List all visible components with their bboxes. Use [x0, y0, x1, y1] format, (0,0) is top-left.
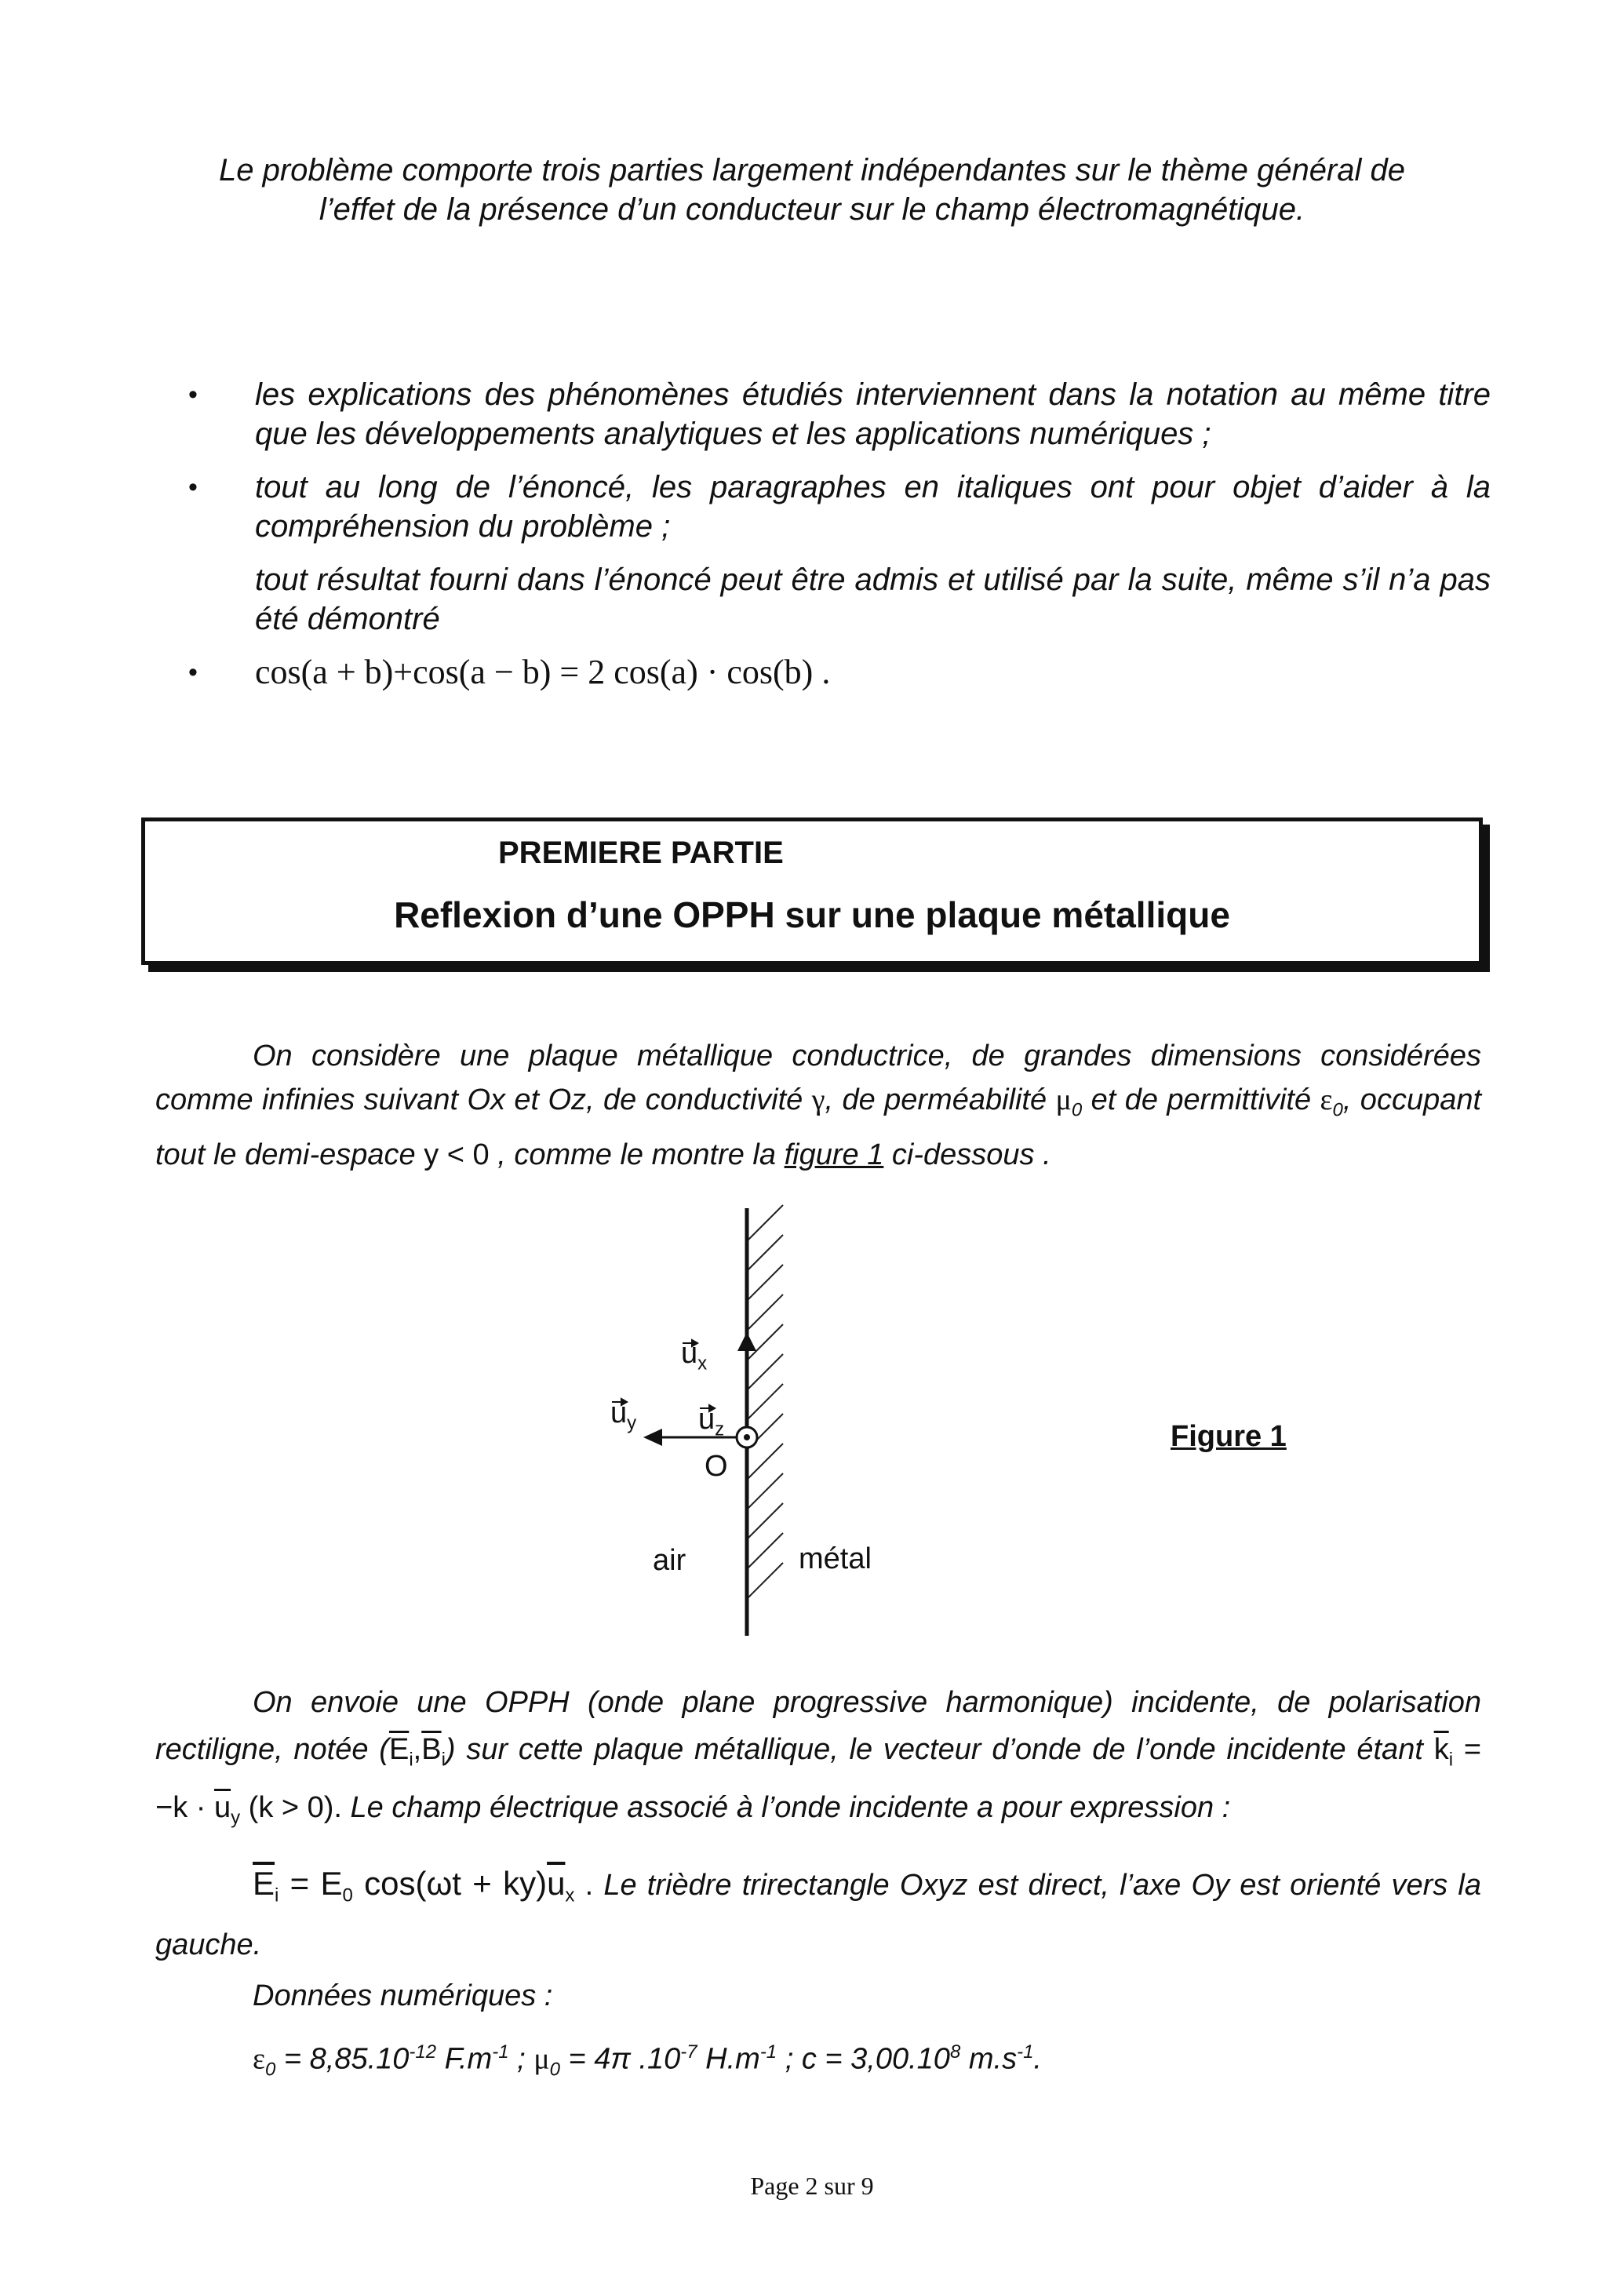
intro-text: [141, 151, 1483, 229]
uy-arrow-icon: [643, 1429, 662, 1446]
paragraph-plate: On considère une plaque métallique conductrice, de grandes dimensions considérées comme infinies suivant Ox et Oz, de conductivité γ, de perméabilité $\mu_0$ et de permittivité $\varepsilon_0$, occupant tout le demi-espace y < 0 , comme le montre la figure 1 ci-dessous .: [155, 1040, 1482, 1171]
ux-arrow-icon: [737, 1332, 756, 1351]
bullet-icon: •: [188, 380, 198, 410]
bullet-icon: •: [188, 657, 198, 687]
ux-label: $u_x$: [681, 1337, 708, 1375]
paragraph-field-expression: $\overline{E}_i = E_0$ $\cos(\omega t + ky)\overline{u}_x$ . Le trièdre trirectangle Oxyz est direct, l’axe Oy est orienté vers la gauche.: [155, 1865, 1481, 1961]
uz-label: $u_z$: [698, 1403, 725, 1440]
air-label: air: [653, 1544, 686, 1577]
page-number: Page 2 sur 9: [750, 2172, 874, 2200]
numerical-data-heading: Données numériques :: [253, 1979, 553, 2012]
part-title-box: [141, 817, 1483, 965]
part-subtitle: Reflexion d’une OPPH sur une plaque métallique: [394, 894, 1230, 935]
intro-line-1: Le problème comporte trois parties largement indépendantes sur le thème général de: [219, 153, 1405, 188]
figure-caption: Figure 1: [1171, 1420, 1287, 1453]
list-item: • les explications des phénomènes étudiés interviennent dans la notation au même titre que les développements analytiques et les applications numériques ;: [157, 375, 1491, 453]
intro-line-2: l’effet de la présence d’un conducteur sur le champ électromagnétique.: [319, 192, 1305, 227]
trig-formula: cos(a + b)+cos(a − b) = 2 cos(a) · cos(b) .: [255, 653, 831, 691]
list-item: tout résultat fourni dans l’énoncé peut être admis et utilisé par la suite, même s’il n’a pas été démontré: [255, 563, 1491, 636]
numerical-data-values: $\varepsilon_0 = 8,85.10^{-12}$ $F.m^{-1}$ ; $\mu_0 = 4\pi$ $.10^{-7}$ $H.m^{-1}$ ; $c = 3,00.10^8$ $m.s^{-1}$.: [253, 2041, 1042, 2081]
list-item: [157, 653, 1491, 693]
bullet-icon: •: [188, 472, 198, 502]
figure-link[interactable]: figure 1: [784, 1138, 884, 1171]
paragraph-incident-wave: On envoie une OPPH (onde plane progressive harmonique) incidente, de polarisation rectiligne, notée $(\overline{E}_i,\overline{B}_i)$ sur cette plaque métallique, le vecteur d’onde de l’onde incidente étant $\overline{k}_i = -k \cdot \overline{u}_y$ (k > 0). Le champ électrique associé à l’onde incidente a pour expression :: [155, 1686, 1482, 1829]
instructions-list: [157, 375, 1491, 707]
metal-label: métal: [799, 1542, 872, 1575]
figure-1: [581, 1193, 910, 1648]
uy-label: $u_y$: [610, 1396, 637, 1434]
origin-label: O: [705, 1450, 728, 1483]
list-item: • tout au long de l’énoncé, les paragraphes en italiques ont pour objet d’aider à la compréhension du problème ;: [157, 468, 1491, 546]
part-title: PREMIERE PARTIE: [498, 836, 784, 870]
